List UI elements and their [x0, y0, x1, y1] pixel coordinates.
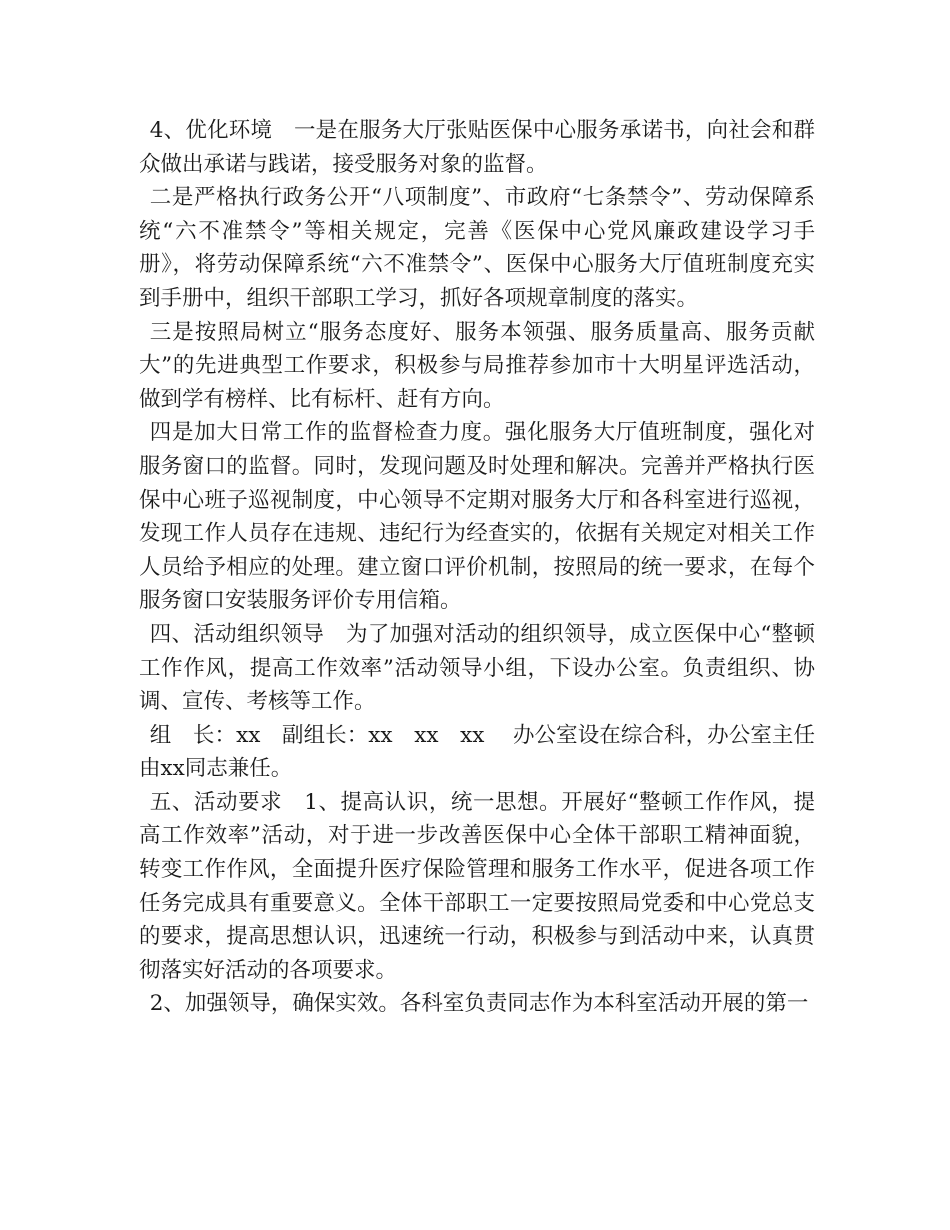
paragraph-role-models: 三是按照局树立“服务态度好、服务本领强、服务质量高、服务贡献大”的先进典型工作要求，积极参与局推荐参加市十大明星评选活动，做到学有榜样、比有标杆、赶有方向。 [139, 319, 815, 412]
paragraph-supervision: 四是加大日常工作的监督检查力度。强化服务大厅值班制度，强化对服务窗口的监督。同时，发现问题及时处理和解决。完善并严格执行医保中心班子巡视制度，中心领导不定期对服务大厅和各科室进行巡视，发现工作人员存在违规、违纪行为经查实的，依据有关规定对相关工作人员给予相应的处理。建立窗口评价机制，按照局的统一要求，在每个服务窗口安装服务评价专用信箱。 [139, 420, 815, 614]
paragraph-strengthen-leadership: 2、加强领导，确保实效。各科室负责同志作为本科室活动开展的第一 [149, 991, 809, 1017]
paragraph-optimize-environment: 4、优化环境 一是在服务大厅张贴医保中心服务承诺书，向社会和群众做出承诺与践诺，接受服务对象的监督。 [139, 118, 815, 177]
document-body [139, 114, 815, 1021]
paragraph-strict-rules: 二是严格执行政务公开“八项制度”、市政府“七条禁令”、劳动保障系统“六不准禁令”等相关规定，完善《医保中心党风廉政建设学习手册》，将劳动保障系统“六不准禁令”、医保中心服务大厅值班制度充实到手册中，组织干部职工学习，抓好各项规章制度的落实。 [139, 185, 815, 311]
paragraph-leader-list: 组 长：xx 副组长：xx xx xx 办公室设在综合科，办公室主任由xx同志兼任。 [139, 722, 815, 782]
paragraph-organization-leadership: 四、活动组织领导 为了加强对活动的组织领导，成立医保中心“整顿工作作风，提高工作效率”活动领导小组，下设办公室。负责组织、协调、宣传、考核等工作。 [139, 621, 815, 715]
paragraph-activity-requirements: 五、活动要求 1、提高认识，统一思想。开展好“整顿工作作风，提高工作效率”活动，对于进一步改善医保中心全体干部职工精神面貌，转变工作作风，全面提升医疗保险管理和服务工作水平，促进各项工作任务完成具有重要意义。全体干部职工一定要按照局党委和中心党总支的要求，提高思想认识，迅速统一行动，积极参与到活动中来，认真贯彻落实好活动的各项要求。 [139, 789, 815, 983]
